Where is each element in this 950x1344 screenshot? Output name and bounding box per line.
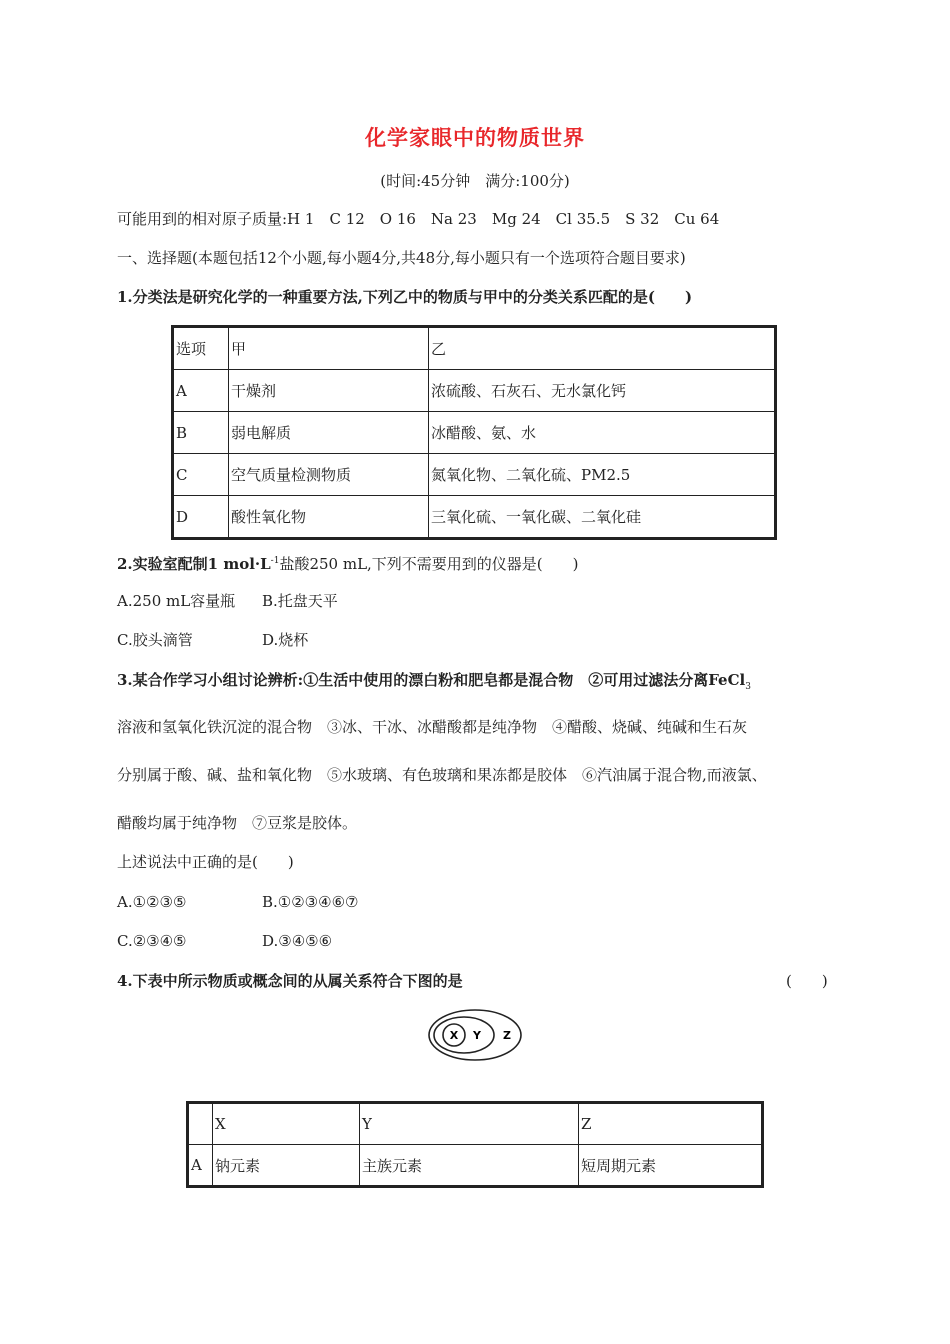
venn-diagram: [426, 1007, 524, 1063]
table-cell: B: [173, 412, 229, 454]
page-title: 化学家眼中的物质世界: [365, 126, 585, 150]
question-1-stem: 1.分类法是研究化学的一种重要方法,下列乙中的物质与甲中的分类关系匹配的是( ): [117, 288, 693, 306]
table-cell: 空气质量检测物质: [229, 454, 429, 496]
table-row: [173, 454, 776, 496]
table-cell: 乙: [429, 327, 776, 370]
option-b: B.①②③④⑥⑦: [262, 893, 359, 911]
question-4-table: [186, 1101, 764, 1188]
question-1-table: [171, 325, 777, 540]
table-row: [188, 1145, 763, 1187]
table-cell: 氮氧化物、二氧化硫、PM2.5: [429, 454, 776, 496]
table-cell: 选项: [173, 327, 229, 370]
question-3-line-3: 分别属于酸、碱、盐和氧化物 ⑤水玻璃、有色玻璃和果冻都是胶体 ⑥汽油属于混合物,而液氯、: [117, 766, 767, 784]
label-z: Z: [503, 1029, 511, 1042]
table-cell: 酸性氧化物: [229, 496, 429, 539]
question-3-text: 3.某合作学习小组讨论辨析:①生活中使用的漂白粉和肥皂都是混合物 ②可用过滤法分离FeCl: [117, 671, 746, 689]
question-3-line-2: 溶液和氢氧化铁沉淀的混合物 ③冰、干冰、冰醋酸都是纯净物 ④醋酸、烧碱、纯碱和生石灰: [117, 718, 748, 736]
table-cell: A: [173, 370, 229, 412]
table-cell: Z: [579, 1103, 763, 1145]
answer-paren: ( ): [786, 972, 828, 990]
option-c: C.②③④⑤: [117, 932, 187, 950]
atomic-masses: 可能用到的相对原子质量:H 1 C 12 O 16 Na 23 Mg 24 Cl 35.5 S 32 Cu 64: [117, 210, 720, 228]
table-cell: 干燥剂: [229, 370, 429, 412]
table-row: [173, 412, 776, 454]
option-d: D.③④⑤⑥: [262, 932, 333, 950]
table-cell: 短周期元素: [579, 1145, 763, 1187]
question-4-stem: 4.下表中所示物质或概念间的从属关系符合下图的是: [117, 972, 463, 990]
question-2-stem-start: 2.实验室配制1 mol·L: [117, 555, 271, 573]
table-cell: D: [173, 496, 229, 539]
table-row: [173, 496, 776, 539]
table-cell: C: [173, 454, 229, 496]
option-d: D.烧杯: [262, 631, 309, 649]
table-cell: 浓硫酸、石灰石、无水氯化钙: [429, 370, 776, 412]
table-cell: X: [213, 1103, 360, 1145]
table-cell: 甲: [229, 327, 429, 370]
question-2-stem-end: 盐酸250 mL,下列不需要用到的仪器是( ): [279, 555, 579, 573]
table-header-row: [188, 1103, 763, 1145]
option-c: C.胶头滴管: [117, 631, 193, 649]
exam-info: (时间:45分钟 满分:100分): [380, 172, 570, 190]
table-cell: 弱电解质: [229, 412, 429, 454]
question-3-line-4: 醋酸均属于纯净物 ⑦豆浆是胶体。: [117, 814, 358, 832]
table-cell: Y: [360, 1103, 579, 1145]
section-heading: 一、选择题(本题包括12个小题,每小题4分,共48分,每小题只有一个选项符合题目要求): [117, 249, 686, 267]
superscript: -1: [270, 556, 280, 566]
table-cell: A: [188, 1145, 213, 1187]
table-header-row: [173, 327, 776, 370]
table-cell: 冰醋酸、氨、水: [429, 412, 776, 454]
option-b: B.托盘天平: [262, 592, 338, 610]
option-a: A.①②③⑤: [117, 893, 187, 911]
subscript: 3: [745, 682, 751, 692]
table-cell: 钠元素: [213, 1145, 360, 1187]
label-x: X: [449, 1029, 459, 1042]
question-2-stem: [117, 551, 579, 574]
question-3-prompt: 上述说法中正确的是( ): [117, 853, 294, 871]
label-y: Y: [473, 1029, 481, 1042]
table-cell: 主族元素: [360, 1145, 579, 1187]
option-a: A.250 mL容量瓶: [117, 592, 236, 610]
table-row: [173, 370, 776, 412]
table-cell: 三氧化硫、一氧化碳、二氧化硅: [429, 496, 776, 539]
table-cell: [188, 1103, 213, 1145]
question-3-line-1: [117, 670, 751, 697]
